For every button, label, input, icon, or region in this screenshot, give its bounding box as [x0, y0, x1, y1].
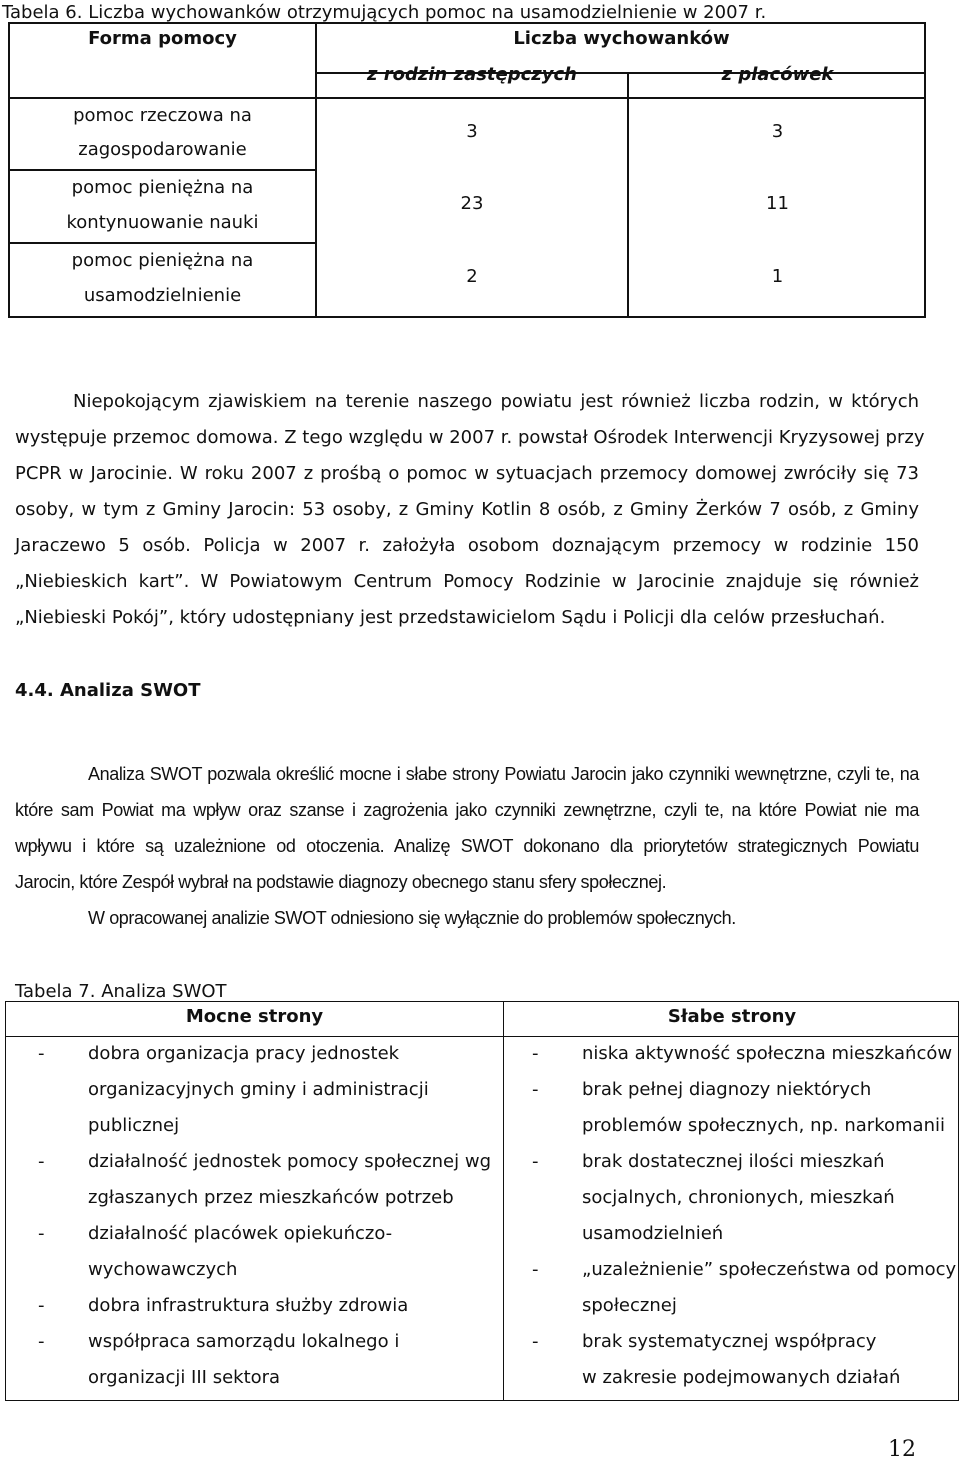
text-line: PCPR w Jarocinie. W roku 2007 z prośbą o pomoc w sytuacjach przemocy domowej zwróciły się 73	[15, 463, 919, 484]
cell-facilities: 11	[766, 193, 789, 214]
text-line: osoby, w tym z Gminy Jarocin: 53 osoby, z Gminy Kotlin 8 osób, z Gminy Żerków 7 osób, z Gminy	[15, 499, 919, 520]
col-header-form: Forma pomocy	[88, 28, 237, 49]
row-label: pomoc pieniężna na	[71, 177, 254, 198]
cell-facilities: 1	[771, 266, 784, 287]
col-header-strengths: Mocne strony	[185, 1006, 324, 1027]
cell-families: 3	[466, 121, 478, 142]
weaknesses-list	[532, 1036, 957, 1396]
text-line: występuje przemoc domowa. Z tego względu w 2007 r. powstał Ośrodek Interwencji Kryzysowej przy	[15, 427, 925, 448]
cell-families: 23	[460, 193, 484, 214]
row-label: pomoc pieniężna na	[71, 250, 254, 271]
list-item: - współpraca samorządu lokalnego i organizacji III sektora	[38, 1331, 400, 1388]
text-line: Jaraczewo 5 osób. Policja w 2007 r. założyła osobom doznającym przemocy w rodzinie 150	[15, 535, 919, 556]
list-item: - niska aktywność społeczna mieszkańców	[532, 1043, 953, 1064]
section-heading: 4.4. Analiza SWOT	[15, 680, 201, 701]
list-item: - „uzależnienie” społeczeństwa od pomocy społecznej	[532, 1259, 957, 1316]
row-label: pomoc rzeczowa na	[73, 105, 252, 126]
strengths-list	[38, 1036, 498, 1396]
paragraph-swot-intro	[15, 756, 919, 936]
col-header-weaknesses: Słabe strony	[667, 1006, 797, 1027]
subheader-families: z rodzin zastępczych	[367, 64, 577, 85]
subheader-facilities: z placówek	[721, 64, 834, 85]
list-item: - działalność placówek opiekuńczo- wychowawczych	[38, 1223, 393, 1280]
cell-families: 2	[466, 266, 478, 287]
page-number: 12	[888, 1437, 916, 1462]
text-line: Analiza SWOT pozwala określić mocne i słabe strony Powiatu Jarocin jako czynniki wewnętrzne, czyli te, na	[88, 764, 919, 784]
table7	[5, 1001, 959, 1401]
text-line: które sam Powiat ma wpływ oraz szanse i zagrożenia jako czynniki zewnętrzne, czyli te, na które Powiat nie ma	[15, 800, 919, 820]
text-line: wpływu i które są uzależnione od otoczenia. Analizę SWOT dokonano dla priorytetów strategicznych Powiatu	[15, 836, 919, 856]
cell-facilities: 3	[771, 121, 784, 142]
text-line: „Niebieski Pokój”, który udostępniany jest przedstawicielom Sądu i Policji dla celów przesłuchań.	[15, 607, 886, 628]
table6	[8, 22, 926, 318]
row-label: kontynuowanie nauki	[66, 212, 259, 233]
table6-caption: Tabela 6. Liczba wychowanków otrzymujących pomoc na usamodzielnienie w 2007 r.	[2, 2, 767, 23]
text-line: „Niebieskich kart”. W Powiatowym Centrum Pomocy Rodzinie w Jarocinie znajduje się również	[15, 571, 919, 592]
table7-caption: Tabela 7. Analiza SWOT	[15, 981, 227, 1002]
list-item: - brak dostatecznej ilości mieszkań socjalnych, chronionych, mieszkań usamodzielnień	[532, 1151, 895, 1244]
col-header-count: Liczba wychowanków	[513, 28, 730, 49]
text-line: Jarocin, które Zespół wybrał na podstawie diagnozy obecnego stanu sfery społecznej.	[15, 872, 667, 892]
row-label: zagospodarowanie	[78, 139, 247, 160]
row-label: usamodzielnienie	[83, 285, 242, 306]
list-item: - dobra organizacja pracy jednostek organizacyjnych gminy i administracji publicznej	[38, 1043, 429, 1136]
paragraph-violence	[15, 384, 925, 636]
list-item: - brak systematycznej współpracy w zakresie podejmowanych działań	[532, 1331, 901, 1388]
list-item: - brak pełnej diagnozy niektórych problemów społecznych, np. narkomanii	[532, 1079, 945, 1136]
list-item: - działalność jednostek pomocy społecznej wg zgłaszanych przez mieszkańców potrzeb	[38, 1151, 492, 1208]
text-line: Niepokojącym zjawiskiem na terenie naszego powiatu jest również liczba rodzin, w których	[73, 391, 919, 412]
text-line: W opracowanej analizie SWOT odniesiono się wyłącznie do problemów społecznych.	[88, 908, 736, 928]
list-item: - dobra infrastruktura służby zdrowia	[38, 1295, 409, 1316]
